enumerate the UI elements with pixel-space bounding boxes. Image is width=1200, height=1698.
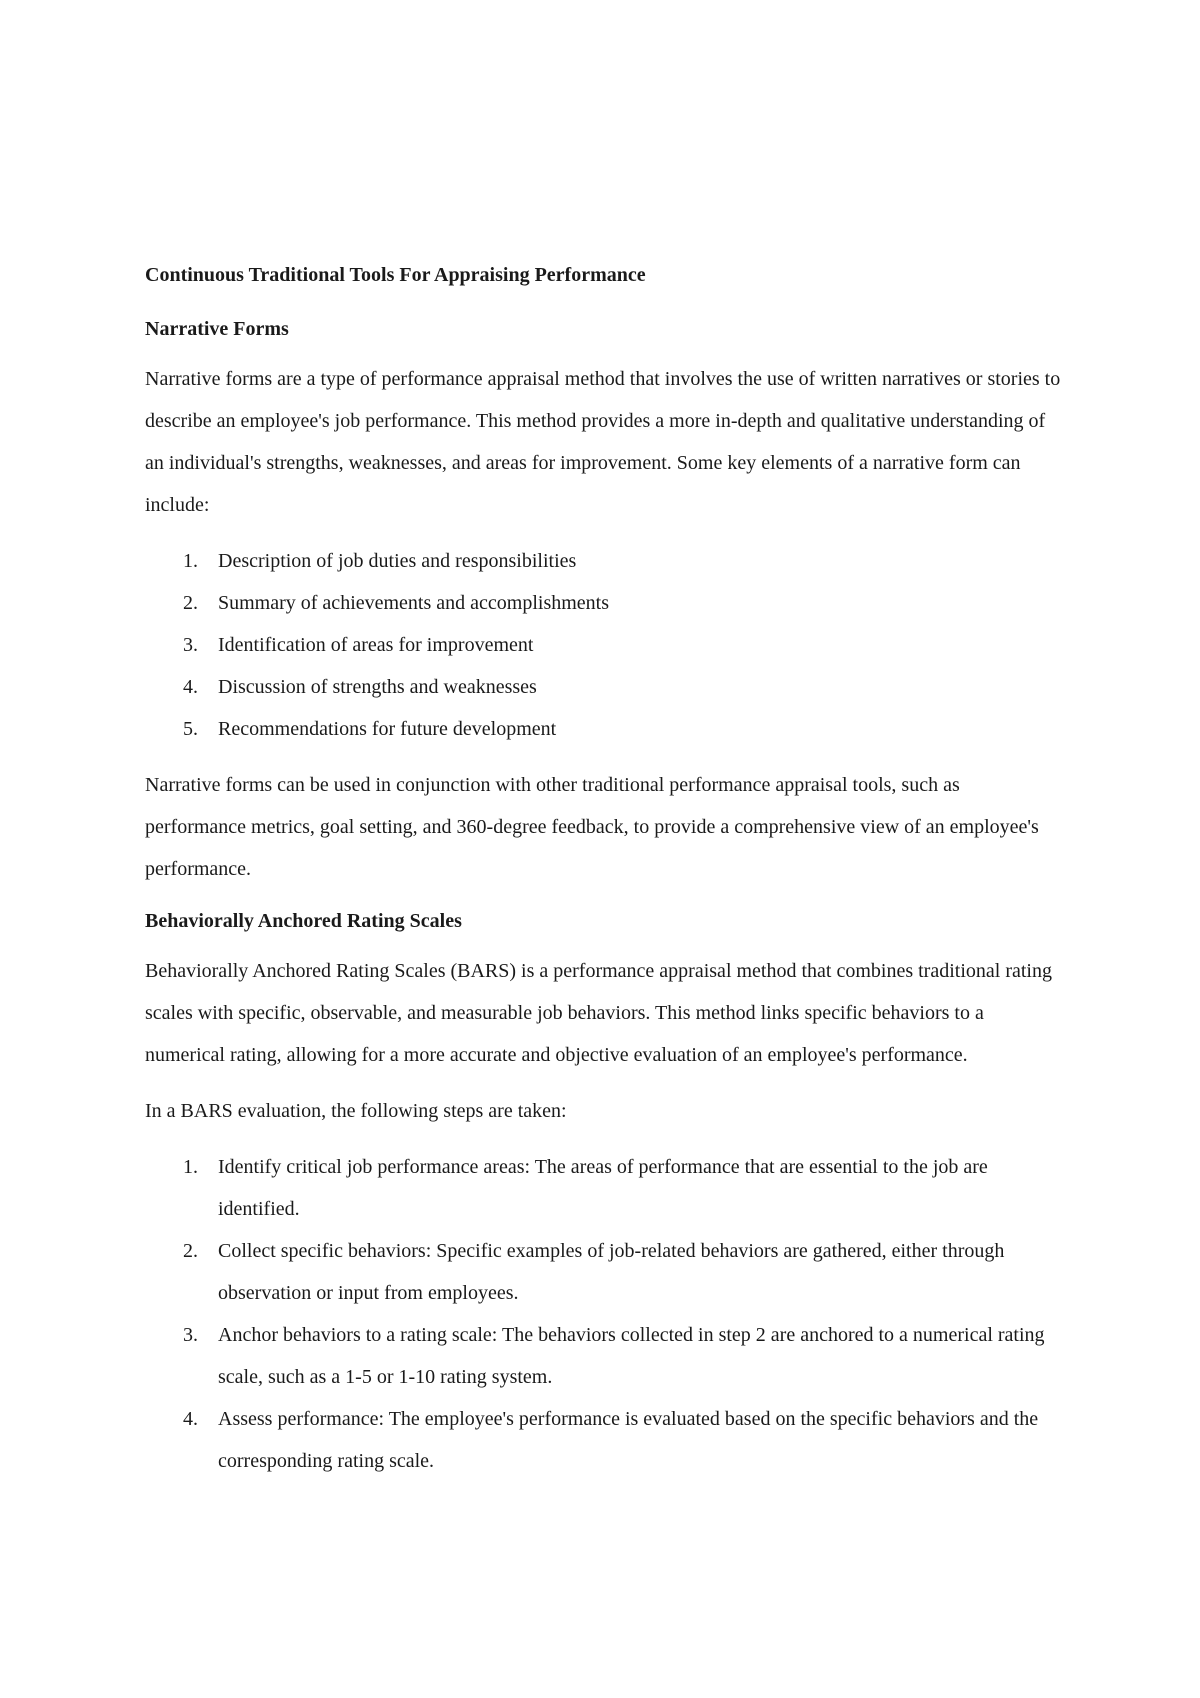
list-number: 1. (183, 1156, 198, 1178)
bars-intro-paragraph: Behaviorally Anchored Rating Scales (BARS) is a performance appraisal method that combines traditional rating scales with specific, observable, and measurable job behaviors. This method links specific behaviors to a numerical rating, allowing for a more accurate and objective evaluation of an employee's performance. (145, 960, 1052, 1066)
list-item (145, 1230, 1065, 1314)
list-number: 1. (183, 550, 198, 572)
list-item (145, 582, 1065, 624)
list-number: 4. (183, 1408, 198, 1430)
list-item-text: Summary of achievements and accomplishments (218, 592, 610, 614)
document-page (145, 258, 1065, 1496)
list-item-text: Description of job duties and responsibilities (218, 550, 577, 572)
list-number: 4. (183, 676, 198, 698)
list-item (145, 540, 1065, 582)
list-item-text: Anchor behaviors to a rating scale: The behaviors collected in step 2 are anchored to a numerical rating scale, such as a 1-5 or 1-10 rating system. (218, 1324, 1045, 1388)
narrative-intro-paragraph: Narrative forms are a type of performance appraisal method that involves the use of written narratives or stories to describe an employee's job performance. This method provides a more in-depth and qualitative understanding of an individual's strengths, weaknesses, and areas for improvement. Some key elements of a narrative form can include: (145, 368, 1061, 516)
list-item-text: Recommendations for future development (218, 718, 557, 740)
section-heading-bars: Behaviorally Anchored Rating Scales (145, 910, 462, 932)
bars-steps-list (145, 1146, 1065, 1482)
list-number: 3. (183, 1324, 198, 1346)
list-item (145, 1398, 1065, 1482)
list-number: 3. (183, 634, 198, 656)
list-item-text: Identify critical job performance areas: The areas of performance that are essential to the job are identified. (218, 1156, 988, 1220)
list-item (145, 708, 1065, 750)
list-item-text: Assess performance: The employee's performance is evaluated based on the specific behaviors and the corresponding rating scale. (218, 1408, 1039, 1472)
narrative-closing-paragraph: Narrative forms can be used in conjunction with other traditional performance appraisal tools, such as performance metrics, goal setting, and 360-degree feedback, to provide a comprehensive view of an employee's performance. (145, 774, 1039, 880)
list-item (145, 1146, 1065, 1230)
list-item-text: Identification of areas for improvement (218, 634, 534, 656)
list-number: 2. (183, 1240, 198, 1262)
list-item (145, 624, 1065, 666)
list-number: 2. (183, 592, 198, 614)
list-number: 5. (183, 718, 198, 740)
list-item (145, 666, 1065, 708)
list-item-text: Collect specific behaviors: Specific examples of job-related behaviors are gathered, either through observation or input from employees. (218, 1240, 1005, 1304)
section-heading-narrative-forms: Narrative Forms (145, 318, 289, 340)
document-title: Continuous Traditional Tools For Appraising Performance (145, 264, 646, 286)
bars-steps-intro: In a BARS evaluation, the following steps are taken: (145, 1100, 567, 1122)
list-item (145, 1314, 1065, 1398)
narrative-elements-list (145, 540, 1065, 750)
list-item-text: Discussion of strengths and weaknesses (218, 676, 537, 698)
